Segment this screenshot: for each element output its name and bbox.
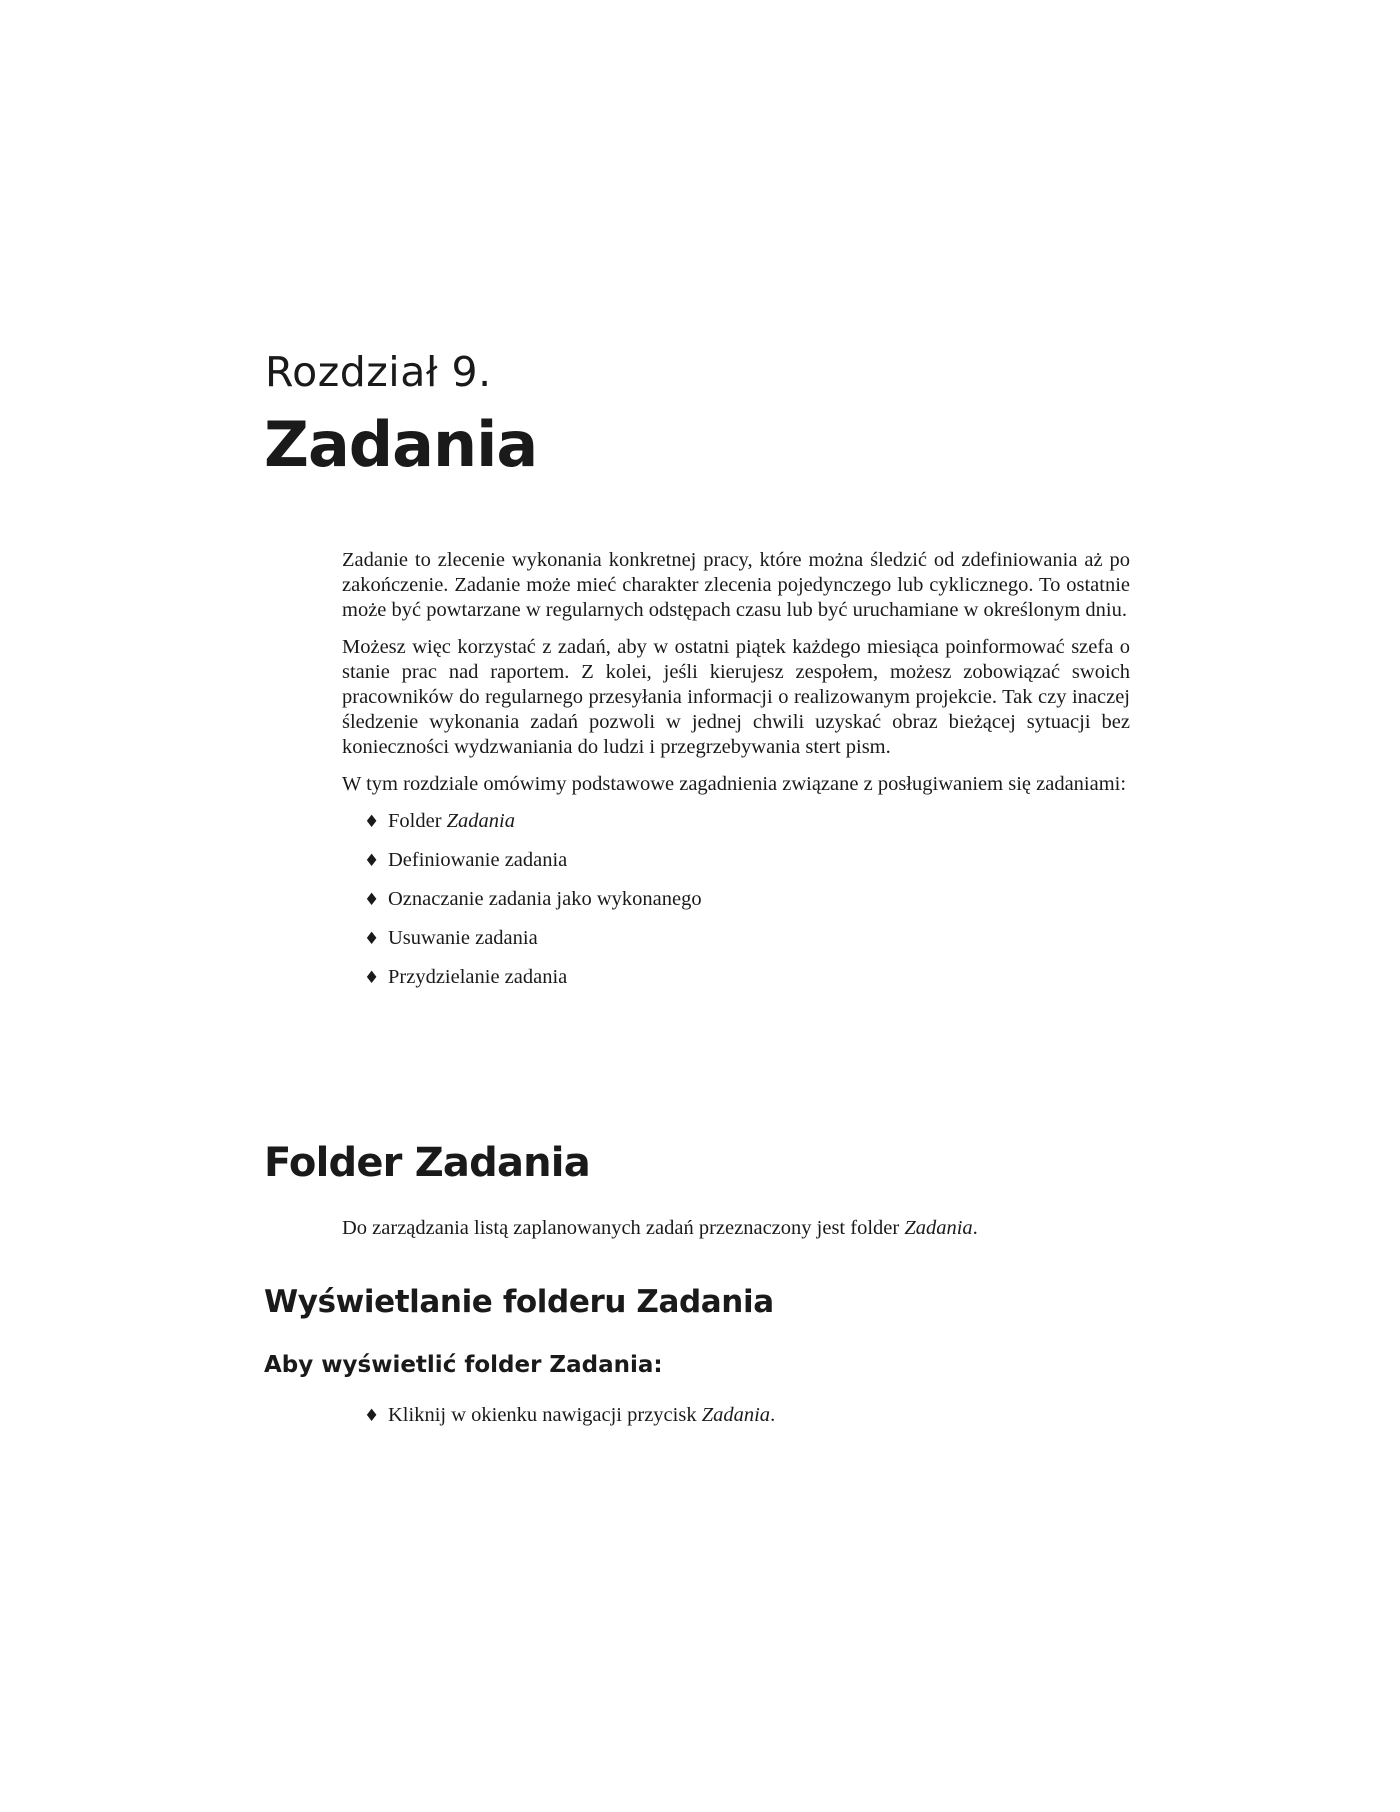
intro-paragraph: Możesz więc korzystać z zadań, aby w ostatni piątek każdego miesiąca poinformować szefa o stanie prac nad raportem. Z kolei, jeśli kierujesz zespołem, możesz zobowiązać swoich pracowników do regularnego przesyłania informacji o realizowanym projekcie. Tak czy inaczej śledzenie wykonania zadań pozwoli w jednej chwili uzyskać obraz bieżącej sytuacji bez konieczności wydzwaniania do ludzi i przegrzebywania stert pism. xyxy=(342,636,1130,758)
procedure-steps xyxy=(362,1403,775,1442)
list-item xyxy=(362,926,1130,965)
diamond-bullet-icon: ♦ xyxy=(364,890,380,910)
list-item-text: Oznaczanie zadania jako wykonanego xyxy=(388,888,702,910)
list-item-text: Usuwanie zadania xyxy=(388,927,538,949)
chapter-number: Rozdział 9. xyxy=(265,348,492,396)
diamond-bullet-icon: ♦ xyxy=(364,1406,380,1426)
topic-list xyxy=(362,809,1130,1004)
section-heading: Folder Zadania xyxy=(264,1140,590,1186)
diamond-bullet-icon: ♦ xyxy=(364,812,380,832)
step-italic: Zadania xyxy=(701,1404,771,1426)
step-suffix: . xyxy=(770,1404,776,1426)
diamond-bullet-icon: ♦ xyxy=(364,929,380,949)
list-item-text: Definiowanie zadania xyxy=(388,849,568,871)
list-item-text: Folder xyxy=(388,810,447,832)
list-item xyxy=(362,1403,775,1442)
procedure-heading: Aby wyświetlić folder Zadania: xyxy=(264,1352,663,1378)
list-item xyxy=(362,848,1130,887)
list-item xyxy=(362,887,1130,926)
chapter-intro xyxy=(342,548,1130,1004)
paragraph-text: Do zarządzania listą zaplanowanych zadań przeznaczony jest folder xyxy=(342,1217,905,1239)
diamond-bullet-icon: ♦ xyxy=(364,968,380,988)
subsection-heading: Wyświetlanie folderu Zadania xyxy=(264,1284,774,1320)
paragraph-suffix: . xyxy=(972,1217,978,1239)
intro-paragraph: Zadanie to zlecenie wykonania konkretnej pracy, które można śledzić od zdefiniowania aż po zakończenie. Zadanie może mieć charakter zlecenia pojedynczego lub cyklicznego. To ostatnie może być powtarzane w regularnych odstępach czasu lub być uruchamiane w określonym dniu. xyxy=(342,549,1130,621)
step-text: Kliknij w okienku nawigacji przycisk xyxy=(388,1404,702,1426)
list-item-text: Przydzielanie zadania xyxy=(388,966,568,988)
intro-paragraph: W tym rozdziale omówimy podstawowe zagadnienia związane z posługiwaniem się zadaniami: xyxy=(342,773,1127,795)
list-item xyxy=(362,809,1130,848)
paragraph-italic: Zadania xyxy=(904,1217,973,1239)
list-item-italic: Zadania xyxy=(446,810,516,832)
section-paragraph xyxy=(342,1216,978,1241)
list-item xyxy=(362,965,1130,1004)
diamond-bullet-icon: ♦ xyxy=(364,851,380,871)
chapter-title: Zadania xyxy=(264,408,538,481)
